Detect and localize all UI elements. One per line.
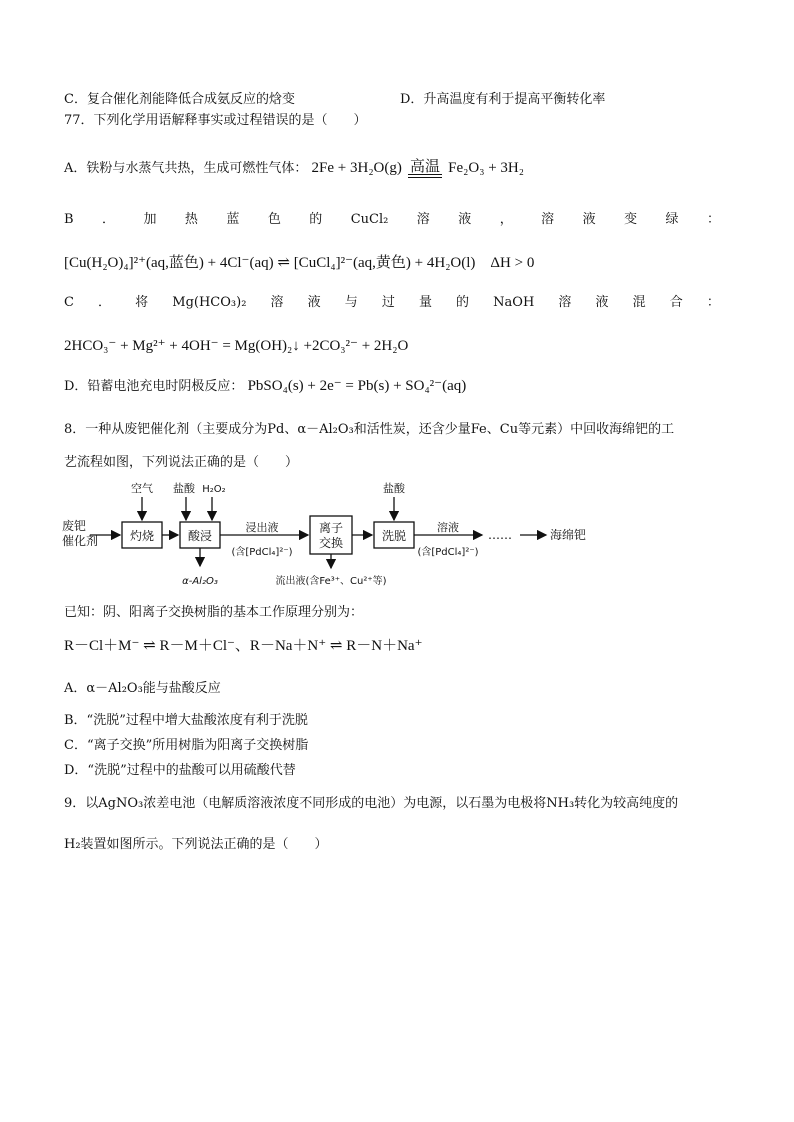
q77-a-eq-left: 2Fe + 3H₂O(g) <box>311 160 402 176</box>
option-c-catalyst: C．复合催化剂能降低合成氨反应的焓变 <box>64 92 295 107</box>
word-token: 热 <box>184 212 198 227</box>
q77-option-c-text <box>64 294 720 312</box>
feed-label-2: 催化剂 <box>62 534 99 548</box>
word-token: 液 <box>595 295 609 310</box>
question-9-stem-line1: 9．以AgNO₃浓差电池（电解质溶液浓度不同形成的电池）为电源，以石墨为电极将NH₃转化为较高纯度的 <box>64 796 679 811</box>
q8-option-a: A．α－Al₂O₃能与盐酸反应 <box>64 681 221 696</box>
word-token: 的 <box>309 212 323 227</box>
word-token: 溶 <box>558 295 572 310</box>
q77-a-label: A．铁粉与水蒸气共热，生成可燃性气体： <box>64 161 308 176</box>
question-77-stem: 77．下列化学用语解释事实或过程错误的是（ ） <box>64 113 367 128</box>
box-roasting-label: 灼烧 <box>129 529 155 543</box>
input-hcl-2: 盐酸 <box>383 482 405 495</box>
word-token: ： <box>706 212 720 227</box>
word-token: ： <box>706 295 720 310</box>
word-token: 蓝 <box>226 212 240 227</box>
box-ion-exchange-label-2: 交换 <box>318 536 344 550</box>
input-hcl-1: 盐酸 <box>173 482 195 495</box>
word-token: 绿 <box>665 212 679 227</box>
word-token: NaOH <box>493 295 535 310</box>
word-token: B <box>64 212 74 227</box>
input-air: 空气 <box>131 482 153 495</box>
word-token: 加 <box>143 212 157 227</box>
input-h2o2: H₂O₂ <box>202 484 226 495</box>
word-token: 混 <box>632 295 646 310</box>
word-token: 过 <box>381 295 395 310</box>
word-token: 溶 <box>270 295 284 310</box>
word-token: 与 <box>344 295 358 310</box>
word-token: 液 <box>582 212 596 227</box>
product-label: 海绵钯 <box>550 528 587 542</box>
solution-note: (含[PdCl₄]²⁻) <box>417 547 479 558</box>
word-token: 液 <box>307 295 321 310</box>
q77-d-label: D．铅蓄电池充电时阴极反应： <box>64 379 244 394</box>
word-token: 变 <box>624 212 638 227</box>
word-token: ． <box>98 295 112 310</box>
q77-a-eq-right: Fe₂O₃ + 3H₂ <box>448 160 524 176</box>
option-d-temperature: D．升高温度有利于提高平衡转化率 <box>400 92 606 107</box>
effluent-label: 流出液(含Fe³⁺、Cu²⁺等) <box>275 576 387 587</box>
word-token: 溶 <box>541 212 555 227</box>
word-token: 色 <box>267 212 281 227</box>
word-token: 溶 <box>416 212 430 227</box>
question-9-stem-line2: H₂装置如图所示。下列说法正确的是（ ） <box>64 837 328 852</box>
word-token: ， <box>499 212 513 227</box>
reaction-condition <box>408 158 442 178</box>
q8-option-c: C．“离子交换”所用树脂为阳离子交换树脂 <box>64 738 309 753</box>
word-token: CuCl₂ <box>350 212 389 227</box>
word-token: 的 <box>456 295 470 310</box>
box-acid-leach-label: 酸浸 <box>187 529 213 543</box>
box-elution-label: 洗脱 <box>381 529 407 543</box>
q8-known-text: 已知：阴、阳离子交换树脂的基本工作原理分别为： <box>64 605 364 620</box>
word-token: 合 <box>669 295 683 310</box>
word-token: Mg(HCO₃)₂ <box>172 295 247 310</box>
q77-option-b-equation: [Cu(H₂O)₄]²⁺(aq,蓝色) + 4Cl⁻(aq) ⇌ [CuCl₄]²⁻(aq,黄色) + 4H₂O(l) ΔH > 0 <box>64 255 535 271</box>
box-ion-exchange-label-1: 离子 <box>318 521 344 535</box>
q77-option-b-text <box>64 211 720 229</box>
question-8-stem-line2: 艺流程如图，下列说法正确的是（ ） <box>64 455 299 470</box>
q77-option-a <box>64 158 524 178</box>
ellipsis: …… <box>488 528 512 542</box>
process-flow-diagram <box>62 480 622 592</box>
q77-option-c-equation: 2HCO₃⁻ + Mg²⁺ + 4OH⁻ = Mg(OH)₂↓ +2CO₃²⁻ + 2H₂O <box>64 338 409 354</box>
q77-d-equation: PbSO₄(s) + 2e⁻ = Pb(s) + SO₄²⁻(aq) <box>247 378 467 394</box>
word-token: 量 <box>418 295 432 310</box>
leachate-note: (含[PdCl₄]²⁻) <box>231 547 293 558</box>
word-token: ． <box>102 212 116 227</box>
word-token: C <box>64 295 74 310</box>
leachate-label: 浸出液 <box>245 521 279 534</box>
question-8-stem-line1: 8．一种从废钯催化剂（主要成分为Pd、α－Al₂O₃和活性炭，还含少量Fe、Cu等元素）中回收海绵钯的工 <box>64 422 675 437</box>
q8-known-equation: R－Cl＋M⁻ ⇌ R－M＋Cl⁻、R－Na＋N⁺ ⇌ R－N＋Na⁺ <box>64 638 423 654</box>
feed-label-1: 废钯 <box>62 519 87 533</box>
solution-label: 溶液 <box>437 521 459 534</box>
condition-high-temp: 高温 <box>410 157 441 175</box>
q8-option-d: D．“洗脱”过程中的盐酸可以用硫酸代替 <box>64 763 296 778</box>
residue-label: α-Al₂O₃ <box>182 576 218 587</box>
q8-option-b: B．“洗脱”过程中增大盐酸浓度有利于洗脱 <box>64 713 308 728</box>
word-token: 液 <box>458 212 472 227</box>
word-token: 将 <box>135 295 149 310</box>
q77-option-d <box>64 377 466 396</box>
